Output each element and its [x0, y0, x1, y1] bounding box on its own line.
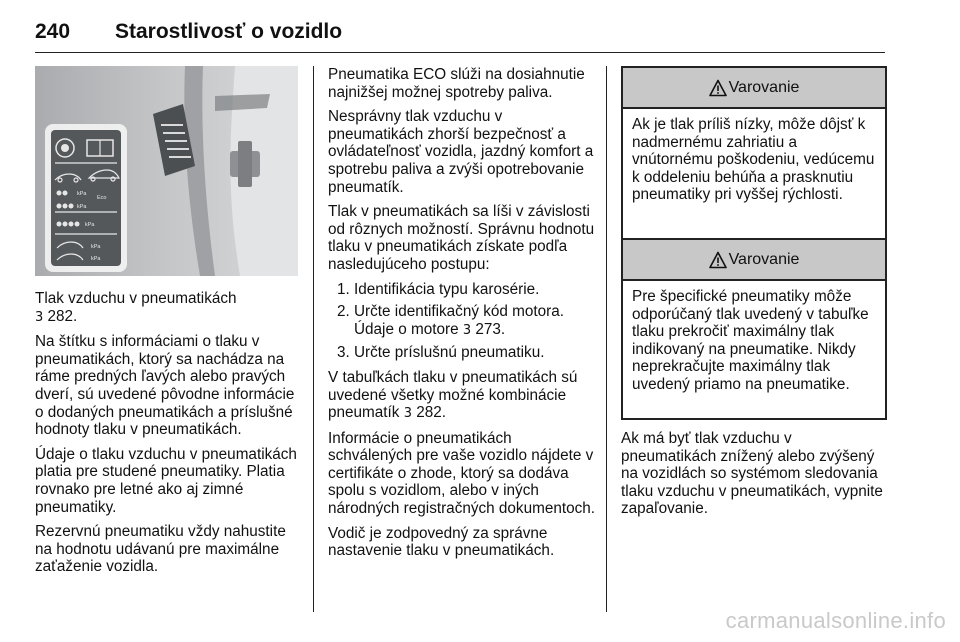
- column-right: [621, 430, 889, 525]
- label-unit-2: kPa: [77, 204, 87, 210]
- page-number: 240: [35, 20, 71, 43]
- approved-tires-paragraph: Informácie o pneumatikách schválených pre vaše vozidlo nájdete v certifikáte o zhode, ktorý sa dodáva spolu s vozidlom, alebo v iných národných registračných dokumentoch.: [328, 429, 595, 518]
- column-divider-2: [606, 66, 607, 612]
- warning-triangle-icon: [709, 251, 727, 269]
- step-text: Určte príslušnú pneumatiku.: [354, 344, 545, 362]
- pressure-varies-paragraph: Tlak v pneumatikách sa líši v závislosti od rôznych možností. Správnu hodnotu tlaku v pneumatikách získate podľa nasledujúceho postupu:: [328, 203, 595, 273]
- label-eco-mark: Eco: [97, 195, 107, 201]
- pressure-tables-ref[interactable]: 282.: [416, 404, 446, 422]
- caption-ref[interactable]: 282.: [47, 307, 78, 325]
- warning-header: [623, 68, 885, 109]
- column-middle: [328, 66, 596, 567]
- warning-text: Ak je tlak príliš nízky, môže dôjsť k nadmernému zahriatiu a vnútornému poškodeniu, vedúcemu k oddeleniu behúňa a prasknutiu pneumatiky pri vyššej rýchlosti.: [632, 116, 875, 204]
- caption-paragraph: [35, 290, 303, 326]
- warning-header: [623, 240, 885, 281]
- spare-tire-paragraph: Rezervnú pneumatiku vždy nahustite na hodnotu udávanú pre maximálne zaťaženie vozidla.: [35, 523, 286, 576]
- driver-responsibility-paragraph: Vodič je zodpovedný za správne nastavenie tlaku v pneumatikách.: [328, 524, 555, 560]
- step-text: Identifikácia typu karosérie.: [354, 280, 540, 298]
- cold-tire-paragraph: Údaje o tlaku vzduchu v pneumatikách platia pre studené pneumatiky. Platia rovnako pre letné ako aj zimné pneumatiky.: [35, 445, 297, 516]
- procedure-step: [328, 281, 596, 299]
- label-unit-4: kPa: [91, 244, 101, 250]
- warning-title: Varovanie: [728, 250, 800, 268]
- page-header: [35, 20, 885, 53]
- label-unit-3: kPa: [85, 222, 95, 228]
- pressure-tables-paragraph: [328, 369, 596, 423]
- step-number: 3.: [337, 344, 350, 362]
- eco-tire-paragraph: Pneumatika ECO slúži na dosiahnutie najnižšej možnej spotreby paliva.: [328, 66, 585, 101]
- tire-pressure-label-photo: [35, 66, 298, 276]
- warning-box-overheating: [621, 66, 887, 254]
- warning-box-max-pressure: [621, 238, 887, 420]
- procedure-list: [328, 281, 596, 362]
- column-divider-1: [313, 66, 314, 612]
- label-unit-5: kPa: [91, 256, 101, 262]
- chapter-title: Starostlivosť o vozidlo: [115, 20, 343, 43]
- pressure-tables-text: V tabuľkách tlaku v pneumatikách sú uvedené všetky možné kombinácie pneumatík: [328, 368, 578, 422]
- step-number: 1.: [337, 280, 350, 298]
- page-ref-arrow-icon: 3: [35, 309, 44, 325]
- procedure-step: [328, 303, 596, 339]
- label-location-paragraph: Na štítku s informáciami o tlaku v pneumatikách, ktorý sa nachádza na ráme predných ľavých alebo pravých dverí, sú uvedené pôvodne informácie o dodaných pneumatikách a príslušné hodnoty tlaku v pneumatikách.: [35, 333, 295, 439]
- procedure-step: [328, 344, 596, 362]
- caption-text: Tlak vzduchu v pneumatikách: [35, 290, 237, 307]
- door-frame-illustration: [35, 66, 298, 276]
- watermark: carmanualsonline.info: [725, 608, 946, 633]
- warning-text: Pre špecifické pneumatiky môže odporúčaný tlak uvedený v tabuľke tlaku prekročiť maximálny tlak indikovaný na pneumatike. Nikdy neprekračujte maximálny tlak uvedený priamo na pneumatike.: [632, 288, 869, 393]
- warning-title: Varovanie: [728, 78, 800, 96]
- step-number: 2.: [337, 303, 350, 321]
- page-ref-arrow-icon: 3: [403, 406, 412, 422]
- column-left: [35, 290, 303, 583]
- ignition-off-paragraph: Ak má byť tlak vzduchu v pneumatikách znížený alebo zvýšený na vozidlách so systémom sledovania tlaku vzduchu v pneumatikách, vypnite zapaľovanie.: [621, 430, 883, 518]
- page-ref-arrow-icon: 3: [462, 322, 472, 338]
- step-text: Určte identifikačný kód motora. Údaje o motore: [354, 303, 564, 338]
- step-ref[interactable]: 273.: [475, 320, 506, 338]
- warning-triangle-icon: [709, 79, 727, 97]
- incorrect-pressure-paragraph: Nesprávny tlak vzduchu v pneumatikách zhorší bezpečnosť a ovládateľnosť vozidla, jazdný komfort a spotrebu paliva a zvýši opotrebovanie pneumatík.: [328, 108, 594, 196]
- label-unit-1: kPa: [77, 191, 87, 197]
